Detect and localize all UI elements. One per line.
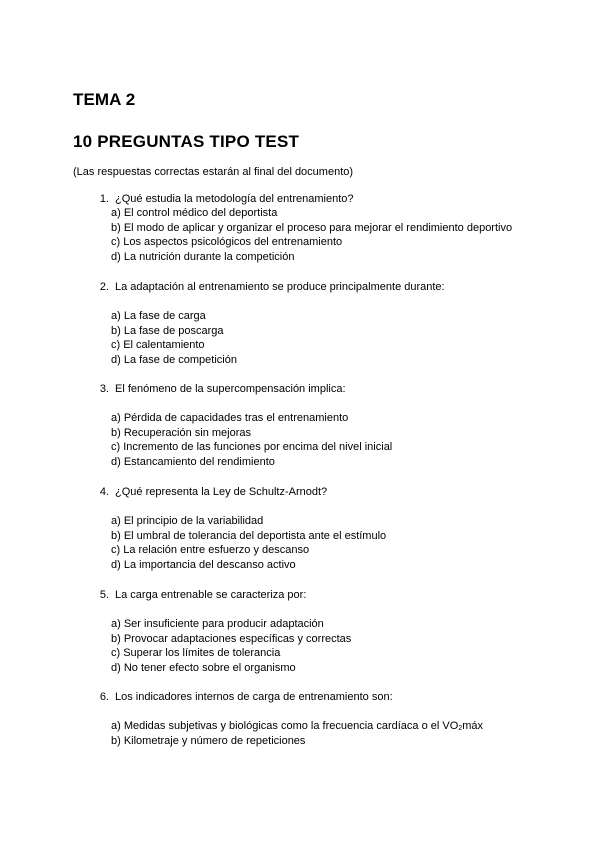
question-number: 5.: [99, 589, 109, 601]
option-a: a) El control médico del deportista: [111, 207, 278, 219]
option-a: [111, 719, 483, 734]
option-d: d) No tener efecto sobre el organismo: [111, 661, 296, 674]
option-b: b) El modo de aplicar y organizar el proceso para mejorar el rendimiento deportivo: [111, 221, 513, 234]
question-text: La adaptación al entrenamiento se produce principalmente durante:: [115, 281, 445, 293]
option-c: c) Superar los límites de tolerancia: [111, 647, 281, 659]
question-text: ¿Qué representa la Ley de Schultz-Arnodt?: [115, 486, 328, 498]
question-number: 3.: [99, 383, 109, 395]
option-b: b) Recuperación sin mejoras: [111, 426, 252, 439]
option-a: a) El principio de la variabilidad: [111, 515, 264, 527]
option-list: [111, 617, 351, 675]
option-b: b) Provocar adaptaciones específicas y correctas: [111, 632, 352, 645]
answers-note: (Las respuestas correctas estarán al final del documento): [73, 166, 354, 178]
option-d: d) La fase de competición: [111, 353, 237, 366]
option-list: [111, 206, 512, 264]
page-title: 10 PREGUNTAS TIPO TEST: [73, 132, 300, 151]
question-number: 2.: [99, 281, 109, 293]
question-number: 1.: [99, 193, 109, 205]
subscript-two: 2: [458, 725, 463, 732]
question-text: La carga entrenable se caracteriza por:: [115, 589, 307, 601]
question-text: ¿Qué estudia la metodología del entrenamiento?: [115, 193, 354, 205]
option-a: a) Pérdida de capacidades tras el entrenamiento: [111, 412, 349, 424]
section-heading: TEMA 2: [73, 90, 136, 109]
option-list: [111, 514, 386, 572]
option-a: a) La fase de carga: [111, 310, 206, 322]
option-b: b) El umbral de tolerancia del deportista ante el estímulo: [111, 529, 387, 542]
option-b: b) Kilometraje y número de repeticiones: [111, 734, 306, 747]
question-text: El fenómeno de la supercompensación implica:: [115, 383, 346, 395]
option-a-suffix: máx: [462, 720, 483, 732]
option-d: d) Estancamiento del rendimiento: [111, 455, 275, 468]
question-text: Los indicadores internos de carga de entrenamiento son:: [115, 691, 393, 703]
option-c: c) Incremento de las funciones por encima del nivel inicial: [111, 441, 393, 453]
question-number: 6.: [99, 691, 109, 703]
option-a-text: a) Medidas subjetivas y biológicas como la frecuencia cardíaca o el VO: [111, 720, 459, 732]
question-number: 4.: [99, 486, 109, 498]
option-list: [111, 719, 483, 748]
option-c: c) El calentamiento: [111, 339, 205, 351]
option-c: c) Los aspectos psicológicos del entrenamiento: [111, 236, 343, 248]
option-list: [111, 411, 392, 469]
option-b: b) La fase de poscarga: [111, 324, 224, 337]
option-list: [111, 309, 237, 367]
option-a: a) Ser insuficiente para producir adaptación: [111, 618, 324, 630]
option-d: d) La importancia del descanso activo: [111, 558, 296, 571]
option-c: c) La relación entre esfuerzo y descanso: [111, 544, 310, 556]
option-d: d) La nutrición durante la competición: [111, 250, 295, 263]
